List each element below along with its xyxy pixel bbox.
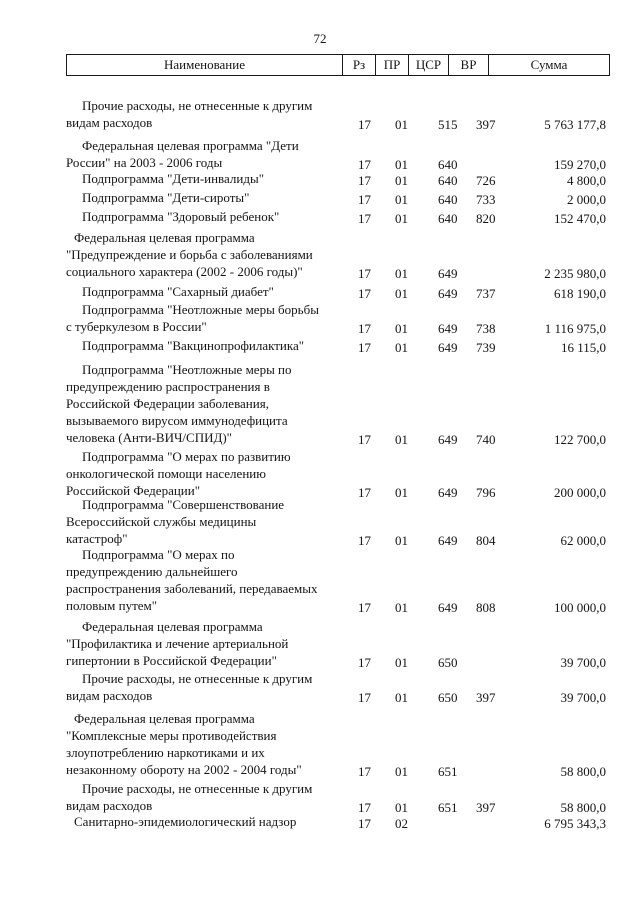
table-row bbox=[0, 780, 640, 814]
row-vr: 397 bbox=[476, 800, 496, 815]
row-pr: 01 bbox=[395, 690, 408, 705]
row-pr: 01 bbox=[395, 321, 408, 336]
row-name-line: Прочие расходы, не отнесенные к другим bbox=[82, 98, 313, 113]
row-name-line: Российской Федерации" bbox=[66, 483, 201, 498]
row-vr: 397 bbox=[476, 690, 496, 705]
row-name bbox=[66, 496, 356, 547]
header-name: Наименование bbox=[67, 55, 343, 75]
row-rz: 17 bbox=[358, 211, 371, 226]
row-pr: 01 bbox=[395, 117, 408, 132]
header-vr: ВР bbox=[449, 55, 489, 75]
row-rz: 17 bbox=[358, 655, 371, 670]
table-row bbox=[0, 229, 640, 280]
row-csr: 640 bbox=[438, 211, 458, 226]
row-name-line: человека (Анти-ВИЧ/СПИД)" bbox=[66, 430, 232, 445]
row-pr: 01 bbox=[395, 533, 408, 548]
row-name-line: Российской Федерации заболевания, bbox=[66, 396, 269, 411]
row-rz: 17 bbox=[358, 432, 371, 447]
row-name-line: Подпрограмма "Сахарный диабет" bbox=[82, 284, 274, 299]
row-name-line: Федеральная целевая программа bbox=[82, 619, 263, 634]
row-pr: 01 bbox=[395, 432, 408, 447]
row-name-line: Подпрограмма "Дети-сироты" bbox=[82, 190, 250, 205]
table-row bbox=[0, 618, 640, 669]
row-csr: 651 bbox=[438, 800, 458, 815]
row-name bbox=[66, 448, 356, 499]
row-csr: 515 bbox=[438, 117, 458, 132]
row-name-line: Всероссийской службы медицины bbox=[66, 514, 257, 529]
row-name-line: Подпрограмма "Совершенствование bbox=[82, 497, 285, 512]
row-rz: 17 bbox=[358, 321, 371, 336]
row-vr: 738 bbox=[476, 321, 496, 336]
row-vr: 739 bbox=[476, 340, 496, 355]
row-vr: 808 bbox=[476, 600, 496, 615]
table-row bbox=[0, 97, 640, 131]
row-name bbox=[66, 189, 356, 206]
row-csr: 649 bbox=[438, 286, 458, 301]
row-pr: 01 bbox=[395, 764, 408, 779]
row-name-line: видам расходов bbox=[66, 688, 153, 703]
row-pr: 01 bbox=[395, 600, 408, 615]
row-rz: 17 bbox=[358, 600, 371, 615]
row-name-line: вызываемого вирусом иммунодефицита bbox=[66, 413, 288, 428]
row-name bbox=[66, 780, 356, 814]
row-sum: 16 115,0 bbox=[560, 340, 606, 355]
row-name-line: предупреждению дальнейшего bbox=[66, 564, 238, 579]
row-csr: 640 bbox=[438, 173, 458, 188]
row-sum: 2 235 980,0 bbox=[544, 266, 606, 281]
row-sum: 6 795 343,3 bbox=[544, 816, 606, 831]
table-row bbox=[0, 361, 640, 446]
row-name-line: Подпрограмма "Неотложные меры по bbox=[82, 362, 292, 377]
row-pr: 01 bbox=[395, 655, 408, 670]
row-name-line: злоупотреблению наркотиками и их bbox=[66, 745, 265, 760]
row-name-line: онкологической помощи населению bbox=[66, 466, 266, 481]
row-name-line: Прочие расходы, не отнесенные к другим bbox=[82, 781, 313, 796]
row-name bbox=[66, 137, 356, 171]
row-sum: 100 000,0 bbox=[554, 600, 606, 615]
row-name-line: социального характера (2002 - 2006 годы)" bbox=[66, 264, 303, 279]
row-name-line: Подпрограмма "Вакцинопрофилактика" bbox=[82, 338, 305, 353]
row-name bbox=[66, 813, 356, 830]
row-name-line: с туберкулезом в России" bbox=[66, 319, 207, 334]
row-rz: 17 bbox=[358, 764, 371, 779]
row-pr: 01 bbox=[395, 192, 408, 207]
row-rz: 17 bbox=[358, 173, 371, 188]
table-row bbox=[0, 283, 640, 300]
row-sum: 4 800,0 bbox=[567, 173, 606, 188]
row-csr: 649 bbox=[438, 266, 458, 281]
row-vr: 397 bbox=[476, 117, 496, 132]
row-name-line: Подпрограмма "Здоровый ребенок" bbox=[82, 209, 280, 224]
table-row bbox=[0, 137, 640, 171]
row-rz: 17 bbox=[358, 157, 371, 172]
row-name-line: половым путем" bbox=[66, 598, 158, 613]
row-name bbox=[66, 361, 356, 446]
row-name bbox=[66, 618, 356, 669]
table-row bbox=[0, 813, 640, 830]
row-name-line: гипертонии в Российской Федерации" bbox=[66, 653, 277, 668]
row-rz: 17 bbox=[358, 340, 371, 355]
row-rz: 17 bbox=[358, 266, 371, 281]
row-sum: 152 470,0 bbox=[554, 211, 606, 226]
row-name-line: Подпрограмма "Неотложные меры борьбы bbox=[82, 302, 319, 317]
header-csr: ЦСР bbox=[409, 55, 449, 75]
row-csr: 649 bbox=[438, 533, 458, 548]
table-row bbox=[0, 710, 640, 778]
row-name bbox=[66, 670, 356, 704]
row-csr: 649 bbox=[438, 432, 458, 447]
row-csr: 649 bbox=[438, 340, 458, 355]
table-row bbox=[0, 448, 640, 499]
row-vr: 804 bbox=[476, 533, 496, 548]
row-name-line: распространения заболеваний, передаваемых bbox=[66, 581, 318, 596]
row-sum: 62 000,0 bbox=[560, 533, 606, 548]
table-row bbox=[0, 189, 640, 206]
row-csr: 640 bbox=[438, 157, 458, 172]
row-rz: 17 bbox=[358, 485, 371, 500]
row-csr: 640 bbox=[438, 192, 458, 207]
row-name-line: России" на 2003 - 2006 годы bbox=[66, 155, 223, 170]
row-csr: 649 bbox=[438, 321, 458, 336]
row-name-line: незаконному обороту на 2002 - 2004 годы" bbox=[66, 762, 302, 777]
row-sum: 200 000,0 bbox=[554, 485, 606, 500]
row-rz: 17 bbox=[358, 816, 371, 831]
row-pr: 01 bbox=[395, 800, 408, 815]
row-name-line: видам расходов bbox=[66, 115, 153, 130]
row-pr: 02 bbox=[395, 816, 408, 831]
row-name-line: "Профилактика и лечение артериальной bbox=[66, 636, 289, 651]
row-name-line: Федеральная целевая программа "Дети bbox=[82, 138, 299, 153]
table-row bbox=[0, 546, 640, 614]
row-name-line: "Предупреждение и борьба с заболеваниями bbox=[66, 247, 313, 262]
row-sum: 5 763 177,8 bbox=[544, 117, 606, 132]
row-pr: 01 bbox=[395, 286, 408, 301]
row-pr: 01 bbox=[395, 340, 408, 355]
row-vr: 740 bbox=[476, 432, 496, 447]
row-vr: 820 bbox=[476, 211, 496, 226]
table-row bbox=[0, 301, 640, 335]
row-vr: 796 bbox=[476, 485, 496, 500]
row-sum: 1 116 975,0 bbox=[544, 321, 606, 336]
row-name bbox=[66, 97, 356, 131]
row-name-line: Прочие расходы, не отнесенные к другим bbox=[82, 671, 313, 686]
row-name-line: Санитарно-эпидемиологический надзор bbox=[74, 814, 297, 829]
row-name-line: катастроф" bbox=[66, 531, 128, 546]
row-csr: 650 bbox=[438, 655, 458, 670]
row-pr: 01 bbox=[395, 485, 408, 500]
row-sum: 39 700,0 bbox=[560, 690, 606, 705]
row-rz: 17 bbox=[358, 533, 371, 548]
row-name-line: предупреждению распространения в bbox=[66, 379, 270, 394]
table-row bbox=[0, 496, 640, 547]
row-name-line: Подпрограмма "О мерах по развитию bbox=[82, 449, 291, 464]
row-name bbox=[66, 710, 356, 778]
row-name bbox=[66, 229, 356, 280]
header-sum: Сумма bbox=[530, 57, 568, 72]
row-name bbox=[66, 301, 356, 335]
row-pr: 01 bbox=[395, 211, 408, 226]
row-vr: 726 bbox=[476, 173, 496, 188]
row-sum: 58 800,0 bbox=[560, 764, 606, 779]
row-name-line: Подпрограмма "Дети-инвалиды" bbox=[82, 171, 265, 186]
row-pr: 01 bbox=[395, 173, 408, 188]
header-pr: ПР bbox=[376, 55, 409, 75]
row-name bbox=[66, 337, 356, 354]
row-csr: 651 bbox=[438, 764, 458, 779]
row-rz: 17 bbox=[358, 192, 371, 207]
row-sum: 2 000,0 bbox=[567, 192, 606, 207]
row-name-line: Федеральная целевая программа bbox=[74, 711, 255, 726]
row-sum: 159 270,0 bbox=[554, 157, 606, 172]
row-name bbox=[66, 170, 356, 187]
row-vr: 737 bbox=[476, 286, 496, 301]
page-number: 72 bbox=[313, 31, 327, 46]
row-name bbox=[66, 208, 356, 225]
row-rz: 17 bbox=[358, 286, 371, 301]
row-sum: 618 190,0 bbox=[554, 286, 606, 301]
table-row bbox=[0, 670, 640, 704]
row-name-line: "Комплексные меры противодействия bbox=[66, 728, 277, 743]
table-header bbox=[66, 54, 610, 76]
row-pr: 01 bbox=[395, 266, 408, 281]
row-csr: 649 bbox=[438, 485, 458, 500]
header-rz: Рз bbox=[343, 55, 376, 75]
row-name-line: видам расходов bbox=[66, 798, 153, 813]
table-row bbox=[0, 208, 640, 225]
row-rz: 17 bbox=[358, 117, 371, 132]
row-pr: 01 bbox=[395, 157, 408, 172]
row-name-line: Подпрограмма "О мерах по bbox=[82, 547, 235, 562]
row-sum: 58 800,0 bbox=[560, 800, 606, 815]
row-sum: 39 700,0 bbox=[560, 655, 606, 670]
row-name bbox=[66, 546, 356, 614]
row-vr: 733 bbox=[476, 192, 496, 207]
table-row bbox=[0, 337, 640, 354]
row-rz: 17 bbox=[358, 690, 371, 705]
row-name bbox=[66, 283, 356, 300]
row-sum: 122 700,0 bbox=[554, 432, 606, 447]
row-csr: 650 bbox=[438, 690, 458, 705]
row-name-line: Федеральная целевая программа bbox=[74, 230, 255, 245]
row-rz: 17 bbox=[358, 800, 371, 815]
table-row bbox=[0, 170, 640, 187]
row-csr: 649 bbox=[438, 600, 458, 615]
